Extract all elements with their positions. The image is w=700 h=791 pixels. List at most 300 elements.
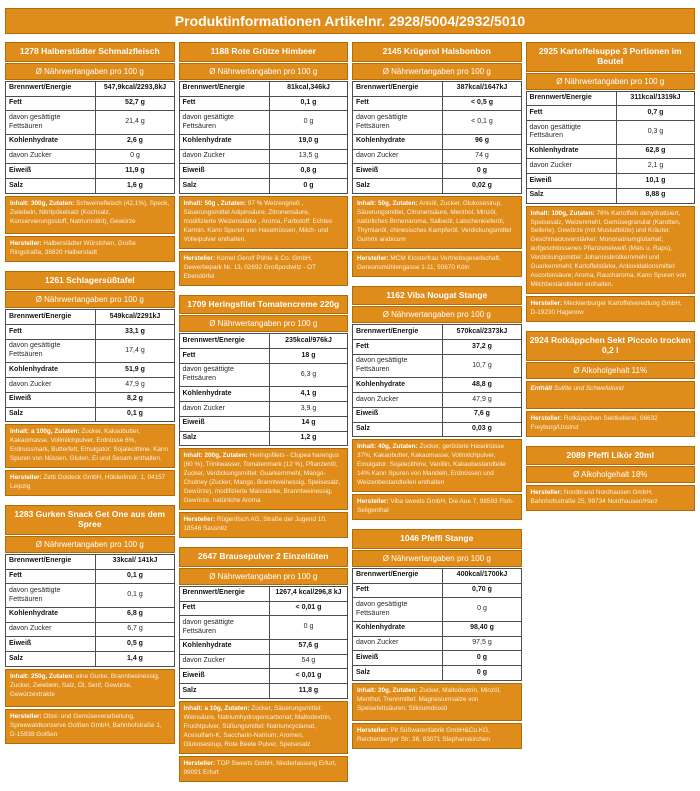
nutrition-row — [6, 310, 175, 325]
manufacturer-text: Hersteller: Rügenfisch AG, Straße der Jugend 10, 18546 Sassnitz — [179, 512, 349, 538]
nutrient-name: davon Zucker — [6, 149, 96, 164]
nutrition-row — [353, 666, 522, 681]
nutrient-name: Kohlenhydrate — [6, 363, 96, 378]
nutrient-name: Salz — [179, 179, 269, 194]
product-title: 1162 Viba Nougat Stange — [352, 286, 522, 306]
ingredients-text: Inhalt: 100g, Zutaten: 78% Kartoffeln dehydratisiert, Speisesalz, Weizenmehl, Gemüsegranulat (Karotten, Sellerie), Gewürze (mit Muskatblüte) und Kräuter, Geschmacksverstärker: Mononatriumglutamat; aufgeschlossenes Pflanzeneiweiß (Mais u. Raps), Verdickungsmittel: Johannisbrotkernmehl und Guarkernmehl; Kartoffelstärke, Antioxidationsmittel: Ascorbinsäure; Aroma, Raucharoma. Kann Spuren von Milchbestandteilen enthalten. — [526, 206, 696, 295]
product-card — [526, 42, 696, 322]
nutrient-name: davon gesättigte Fettsäuren — [6, 584, 96, 608]
nutrition-row — [6, 81, 175, 96]
nutrition-row — [353, 96, 522, 111]
ingredients-text: Inhalt: 40g, Zutaten: Zucker, geröstete Haselnüsse 37%, Kakaobutter, Kakaomasse, Vollmilchpulver, Emulgator: Sojalecithine, Vanillin, Kakaobestandteile 14% Kann Spuren von Mandeln, Erdnüssen und Weizenbestandteilen enthalten — [352, 439, 522, 492]
nutrition-row — [353, 651, 522, 666]
nutrient-value: 33,1 g — [96, 325, 174, 340]
nutrition-row — [179, 684, 348, 699]
nutrient-name: Fett — [179, 349, 269, 364]
ingredients-text-label: Inhalt: 250g, Zutaten: — [10, 672, 75, 680]
nutrition-row — [6, 622, 175, 637]
nutrition-row — [179, 654, 348, 669]
manufacturer-text-label: Hersteller: — [183, 516, 216, 524]
nutrient-value: 1,4 g — [96, 652, 174, 667]
nutrient-value: 1,6 g — [96, 179, 174, 194]
nutrient-value: 0,5 g — [96, 637, 174, 652]
nutrition-row — [6, 392, 175, 407]
nutrient-value: 98,40 g — [443, 621, 521, 636]
nutrient-name: davon Zucker — [6, 378, 96, 393]
nutrient-name: davon Zucker — [179, 654, 269, 669]
product-title: 2925 Kartoffelsuppe 3 Portionen im Beutel — [526, 42, 696, 72]
nutrient-name: Brennwert/Energie — [353, 81, 443, 96]
nutrition-row — [179, 111, 348, 135]
nutrition-table — [352, 568, 522, 681]
nutrient-name: Kohlenhydrate — [6, 607, 96, 622]
nutrition-row — [179, 349, 348, 364]
nutrition-table — [5, 554, 175, 667]
nutrient-value: 11,9 g — [96, 164, 174, 179]
ingredients-text-label: Inhalt: 200g, Zutaten: — [183, 452, 248, 460]
nutrient-name: Kohlenhydrate — [179, 639, 269, 654]
nutrition-row — [6, 111, 175, 135]
nutrient-name: Eiweiß — [353, 164, 443, 179]
product-card — [179, 547, 349, 782]
nutrient-name: Brennwert/Energie — [6, 81, 96, 96]
manufacturer-text-label: Hersteller: — [357, 254, 389, 262]
nutrient-value: 0,03 g — [443, 422, 521, 437]
nutrient-name: davon Zucker — [179, 402, 269, 417]
product-card — [526, 331, 696, 436]
nutrition-row — [179, 639, 348, 654]
nutrient-name: davon gesättigte Fettsäuren — [179, 363, 269, 387]
nutrition-row — [179, 669, 348, 684]
manufacturer-text: Hersteller: Halberstädter Würstchen, Große Ringstraße, 38820 Halberstadt — [5, 236, 175, 262]
nutrient-name: Salz — [6, 407, 96, 422]
ingredients-text-label: Inhalt: 100g, Zutaten: — [530, 209, 595, 217]
ingredients-text-label: Inhalt: 50g , Zutaten: — [183, 199, 246, 207]
nutrient-value: 17,4 g — [96, 339, 174, 363]
nutrition-row — [6, 149, 175, 164]
nutrient-value: 400kcal/1700kJ — [443, 568, 521, 583]
alcohol-content: Ø Alkoholgehalt 18% — [526, 466, 696, 483]
nutrition-header: Ø Nährwertangaben pro 100 g — [5, 536, 175, 553]
manufacturer-text: Hersteller: Mecklenburger Kartoffelveredlung GmbH, D-19230 Hagenow — [526, 296, 696, 322]
nutrient-name: Brennwert/Energie — [353, 568, 443, 583]
nutrient-name: davon gesättigte Fettsäuren — [353, 598, 443, 622]
nutrient-name: davon gesättigte Fettsäuren — [353, 354, 443, 378]
nutrition-row — [353, 583, 522, 598]
product-card — [352, 286, 522, 521]
nutrition-row — [179, 416, 348, 431]
manufacturer-text: Hersteller: Viba sweets GmbH, Die Aue 7, 98593 Floh-Seligenthal — [352, 494, 522, 520]
nutrient-name: Salz — [6, 179, 96, 194]
nutrient-value: 0,8 g — [269, 164, 347, 179]
nutrient-name: Fett — [6, 569, 96, 584]
ingredients-text-label: Inhalt: 40g, Zutaten: — [357, 443, 418, 451]
nutrient-name: Salz — [353, 422, 443, 437]
nutrition-header: Ø Nährwertangaben pro 100 g — [5, 63, 175, 80]
manufacturer-text-label: Hersteller: — [183, 254, 216, 262]
product-column — [5, 42, 175, 753]
nutrient-value: 19,0 g — [269, 134, 347, 149]
ingredients-text: Inhalt: a 10g, Zutaten: Zucker, Säuerungsmittel: Weinsäure, Natriumhydrogencarbonat; Maltodextrin, Fruchtpulver, Süßungsmittel: Natriumcyclamat, Acesulfam-K, Saccharin-Natrium; Aromen, Glukosesirup, Rote Beete Pulver, Speisesalz — [179, 701, 349, 754]
nutrient-value: 0 g — [269, 179, 347, 194]
nutrient-value: 0 g — [443, 598, 521, 622]
nutrient-value: 6,8 g — [96, 607, 174, 622]
nutrition-row — [526, 144, 695, 159]
ingredients-text-label: Inhalt: a 100g, Zutaten: — [10, 428, 80, 436]
nutrient-value: 97,5 g — [443, 636, 521, 651]
nutrition-table — [352, 81, 522, 194]
nutrition-row — [526, 106, 695, 121]
nutrient-value: < 0,01 g — [269, 669, 347, 684]
nutrition-row — [353, 621, 522, 636]
product-title: 1261 Schlagersüßtafel — [5, 271, 175, 291]
nutrition-row — [179, 149, 348, 164]
allergen-note-label: Enthält — [530, 384, 553, 392]
nutrient-value: 0 g — [269, 111, 347, 135]
nutrition-row — [6, 569, 175, 584]
nutrition-table — [179, 81, 349, 194]
nutrient-value: 0,7 g — [616, 106, 694, 121]
nutrition-row — [353, 164, 522, 179]
nutrient-name: Fett — [353, 96, 443, 111]
manufacturer-text-label: Hersteller: — [10, 474, 42, 482]
nutrient-value: 47,9 g — [443, 393, 521, 408]
product-title: 1709 Heringsfilet Tomatencreme 220g — [179, 295, 349, 315]
product-column — [526, 42, 696, 520]
nutrient-value: < 0,01 g — [269, 601, 347, 616]
nutrition-row — [353, 598, 522, 622]
nutrient-name: Salz — [179, 684, 269, 699]
nutrition-table — [526, 91, 696, 204]
product-title: 1278 Halberstädter Schmalzfleisch — [5, 42, 175, 62]
ingredients-text: Inhalt: a 100g, Zutaten: Zucker, Kakaobutter, Kakaomasse, Vollmilchpulver, Erdnüsse 6%, Erdnussmark, Butterfett, Emulgator: Sojalecithine. Kann Spuren von Nüssen, Gluten, Ei und Sesam enthalten. — [5, 424, 175, 468]
nutrition-row — [6, 407, 175, 422]
ingredients-text-label: Inhalt: a 10g, Zutaten: — [183, 704, 250, 712]
nutrient-value: 57,6 g — [269, 639, 347, 654]
nutrient-value: 0 g — [443, 666, 521, 681]
nutrition-row — [179, 164, 348, 179]
product-title: 2924 Rotkäppchen Sekt Piccolo trocken 0,2 l — [526, 331, 696, 361]
allergen-note: Enthält Sulfite und Schwefeloxid — [526, 381, 696, 409]
nutrition-row — [526, 91, 695, 106]
nutrition-header: Ø Nährwertangaben pro 100 g — [352, 63, 522, 80]
nutrient-name: Kohlenhydrate — [179, 387, 269, 402]
nutrient-name: Salz — [526, 188, 616, 203]
nutrient-value: 51,9 g — [96, 363, 174, 378]
ingredients-text: Inhalt: 250g, Zutaten: eine Gurke, Branntweinessig, Zucker, Zwiebeln, Salz, Öl, Senf, Gewürze, Gewürzextrakte — [5, 669, 175, 707]
nutrient-name: Fett — [179, 96, 269, 111]
nutrient-value: 0,1 g — [269, 96, 347, 111]
nutrient-name: Eiweiß — [526, 174, 616, 189]
nutrition-row — [353, 407, 522, 422]
manufacturer-text: Hersteller: Zetti Goldeck GmbH, Hölderlinstr. 1, 04157 Leipzig — [5, 470, 175, 496]
nutrition-row — [353, 378, 522, 393]
nutrition-header: Ø Nährwertangaben pro 100 g — [179, 63, 349, 80]
nutrition-row — [353, 179, 522, 194]
nutrient-value: 387kcal/1647kJ — [443, 81, 521, 96]
manufacturer-text-label: Hersteller: — [530, 414, 563, 422]
nutrient-value: 6,7 g — [96, 622, 174, 637]
nutrient-name: Eiweiß — [179, 416, 269, 431]
nutrition-row — [6, 179, 175, 194]
nutrition-row — [6, 378, 175, 393]
nutrition-row — [353, 354, 522, 378]
nutrient-name: Fett — [353, 340, 443, 355]
nutrient-name: davon gesättigte Fettsäuren — [6, 339, 96, 363]
nutrition-row — [6, 325, 175, 340]
nutrient-value: 0,1 g — [96, 569, 174, 584]
nutrient-name: Eiweiß — [179, 164, 269, 179]
nutrient-name: davon Zucker — [6, 622, 96, 637]
product-title: 1188 Rote Grütze Himbeer — [179, 42, 349, 62]
nutrient-name: davon gesättigte Fettsäuren — [6, 111, 96, 135]
nutrient-value: 18 g — [269, 349, 347, 364]
nutrient-value: 311kcal/1319kJ — [616, 91, 694, 106]
ingredients-text: Inhalt: 300g, Zutaten: Schweinefleisch (42,1%), Speck, Zwiebeln, Nitritpökelsalz (Kochsalz, Konservierungsstoff, Natriumnitrit), Gewürze — [5, 196, 175, 234]
nutrient-value: 6,3 g — [269, 363, 347, 387]
nutrient-name: Eiweiß — [179, 669, 269, 684]
nutrient-name: Brennwert/Energie — [6, 310, 96, 325]
nutrition-table — [179, 586, 349, 699]
manufacturer-text-label: Hersteller: — [530, 489, 563, 497]
nutrition-row — [179, 134, 348, 149]
nutrient-value: 0,3 g — [616, 121, 694, 145]
nutrient-value: 570kcal/2373kJ — [443, 325, 521, 340]
nutrient-value: 52,7 g — [96, 96, 174, 111]
nutrient-value: 37,2 g — [443, 340, 521, 355]
nutrition-row — [6, 363, 175, 378]
ingredients-text: Inhalt: 50g, Zutaten: Anisöl, Zucker, Glukosesirup, Säuerungsmittel, Citronensäure, Menthol, Minzöl, natürliches Birnenaroma, Salbeiöl, Latschenkieferöl, Thymianöl, chinesisches Kampferöl, Verdickungsmittel Gummi arabicum — [352, 196, 522, 249]
product-card — [526, 446, 696, 512]
nutrient-name: Fett — [353, 583, 443, 598]
product-card — [179, 42, 349, 286]
product-card — [352, 529, 522, 749]
nutrition-row — [6, 554, 175, 569]
nutrient-name: Eiweiß — [6, 392, 96, 407]
nutrient-value: < 0,5 g — [443, 96, 521, 111]
nutrition-row — [179, 616, 348, 640]
nutrient-name: Eiweiß — [6, 164, 96, 179]
nutrient-name: davon Zucker — [353, 393, 443, 408]
manufacturer-text-label: Hersteller: — [530, 300, 563, 308]
nutrient-name: Kohlenhydrate — [6, 134, 96, 149]
nutrient-value: 1267,4 kcal/296,8 kJ — [269, 586, 347, 601]
nutrition-row — [526, 121, 695, 145]
nutrient-name: Brennwert/Energie — [6, 554, 96, 569]
manufacturer-text: Hersteller: Komet Gerolf Pöhle & Co. GmbH, Gewerbepark Nr. 13, 02692 Großpostwitz - OT Ebendörfel — [179, 251, 349, 286]
nutrient-value: 0 g — [269, 616, 347, 640]
manufacturer-text: Hersteller: Rotkäppchen Sektkellerei, 06632 Freyburg/Unstrut — [526, 411, 696, 437]
nutrient-name: Eiweiß — [6, 637, 96, 652]
nutrient-name: davon gesättigte Fettsäuren — [353, 111, 443, 135]
manufacturer-text-label: Hersteller: — [10, 712, 42, 720]
nutrient-value: 7,6 g — [443, 407, 521, 422]
nutrient-name: Kohlenhydrate — [526, 144, 616, 159]
nutrient-name: Brennwert/Energie — [179, 586, 269, 601]
nutrition-row — [6, 164, 175, 179]
product-title: 2145 Krügerol Halsbonbon — [352, 42, 522, 62]
nutrient-name: davon Zucker — [353, 636, 443, 651]
nutrition-row — [353, 393, 522, 408]
nutrient-value: 14 g — [269, 416, 347, 431]
nutrition-row — [6, 134, 175, 149]
nutrient-name: Salz — [6, 652, 96, 667]
nutrient-name: Kohlenhydrate — [353, 378, 443, 393]
manufacturer-text: Hersteller: Obst- und Gemüseverarbeitung, Spreewaldkonserve Golßen GmbH, Bahnhofstraße 1, D-15938 Golßen — [5, 709, 175, 744]
nutrient-value: 0,70 g — [443, 583, 521, 598]
nutrition-row — [526, 159, 695, 174]
nutrient-name: Fett — [6, 325, 96, 340]
nutrient-value: 13,5 g — [269, 149, 347, 164]
nutrition-row — [353, 340, 522, 355]
nutrient-value: 235kcal/976kJ — [269, 334, 347, 349]
ingredients-text-label: Inhalt: 300g, Zutaten: — [10, 199, 75, 207]
nutrient-name: Fett — [526, 106, 616, 121]
nutrition-row — [179, 387, 348, 402]
manufacturer-text: Hersteller: MCM Klosterfrau Vertriebsgesellschaft, Gereonsmühlengasse 1-11, 50670 Köln — [352, 251, 522, 277]
product-title: 1283 Gurken Snack Get One aus dem Spree — [5, 505, 175, 535]
nutrition-row — [179, 334, 348, 349]
nutrient-value: 11,8 g — [269, 684, 347, 699]
nutrition-row — [6, 652, 175, 667]
nutrition-row — [353, 568, 522, 583]
nutrient-value: 62,8 g — [616, 144, 694, 159]
nutrient-value: 8,2 g — [96, 392, 174, 407]
nutrient-value: 0 g — [96, 149, 174, 164]
ingredients-text: Inhalt: 200g, Zutaten: Heringsfilets - Clupea harengus (60 %), Trinkwasser, Tomatenmark (12 %), Pflanzenöl, Zucker, Verdickungsmittel: Guarkernmehl; Mango-Chutney (Zucker, Mango, Branntweinessig, Speisesalz, Gewürze), modifizierte Maisstärke, Branntweinessig, Gewürze, natürliche Aroma — [179, 448, 349, 510]
nutrition-row — [353, 81, 522, 96]
nutrition-table — [352, 324, 522, 437]
nutrient-name: davon Zucker — [179, 149, 269, 164]
product-card — [5, 505, 175, 743]
nutrition-row — [353, 422, 522, 437]
product-card — [352, 42, 522, 277]
nutrition-header: Ø Nährwertangaben pro 100 g — [179, 315, 349, 332]
nutrient-value: 547,9kcal/2293,8kJ — [96, 81, 174, 96]
ingredients-text-label: Inhalt: 50g, Zutaten: — [357, 199, 418, 207]
product-card — [5, 42, 175, 262]
nutrient-value: 48,8 g — [443, 378, 521, 393]
nutrient-name: davon gesättigte Fettsäuren — [526, 121, 616, 145]
nutrient-value: 0,02 g — [443, 179, 521, 194]
nutrition-row — [179, 402, 348, 417]
nutrient-name: Kohlenhydrate — [353, 134, 443, 149]
product-card — [179, 295, 349, 539]
nutrient-name: Eiweiß — [353, 651, 443, 666]
nutrient-value: 2,1 g — [616, 159, 694, 174]
nutrition-row — [6, 96, 175, 111]
nutrition-header: Ø Nährwertangaben pro 100 g — [526, 73, 696, 90]
nutrient-name: davon gesättigte Fettsäuren — [179, 111, 269, 135]
ingredients-text: Inhalt: 50g , Zutaten: 97 % Weizengrieß , Säuerungsmittel Adipinsäure, Zitronensäure, modifizierte Weizenstärke , Aroma, Farbstoff: Echtes Karmin. Kann Spuren von Haselnüssen, Milch- und Volleipulver enthalten. — [179, 196, 349, 249]
nutrient-value: 1,2 g — [269, 431, 347, 446]
nutrient-value: 10,7 g — [443, 354, 521, 378]
nutrient-value: 33kcal/ 141kJ — [96, 554, 174, 569]
nutrient-value: 0,1 g — [96, 407, 174, 422]
nutrient-name: Brennwert/Energie — [526, 91, 616, 106]
manufacturer-text: Hersteller: Pit Süßwarenfabrik GmbH&Co.KG, Reichenberger Str. 36, 83071 Stephanskirchen — [352, 723, 522, 749]
alcohol-content: Ø Alkoholgehalt 11% — [526, 362, 696, 379]
manufacturer-text: Hersteller: TOP Sweets GmbH, Niederlassung Erfurt, 99091 Erfurt — [179, 756, 349, 782]
nutrient-name: davon Zucker — [526, 159, 616, 174]
nutrient-name: davon gesättigte Fettsäuren — [179, 616, 269, 640]
nutrient-name: Kohlenhydrate — [353, 621, 443, 636]
manufacturer-text-label: Hersteller: — [183, 759, 216, 767]
product-title: 2089 Pfeffi Likör 20ml — [526, 446, 696, 466]
product-column — [352, 42, 522, 758]
manufacturer-text-label: Hersteller: — [10, 239, 42, 247]
nutrient-value: < 0,1 g — [443, 111, 521, 135]
product-card — [5, 271, 175, 497]
nutrient-value: 3,9 g — [269, 402, 347, 417]
product-column — [179, 42, 349, 791]
nutrient-name: Salz — [179, 431, 269, 446]
nutrition-row — [179, 179, 348, 194]
nutrient-value: 21,4 g — [96, 111, 174, 135]
nutrient-value: 8,88 g — [616, 188, 694, 203]
nutrient-name: Brennwert/Energie — [179, 81, 269, 96]
product-title: 1046 Pfeffi Stange — [352, 529, 522, 549]
nutrient-value: 10,1 g — [616, 174, 694, 189]
nutrition-row — [353, 325, 522, 340]
nutrition-row — [353, 149, 522, 164]
nutrition-header: Ø Nährwertangaben pro 100 g — [352, 550, 522, 567]
manufacturer-text-label: Hersteller: — [357, 726, 389, 734]
nutrient-value: 2,6 g — [96, 134, 174, 149]
nutrient-name: Brennwert/Energie — [179, 334, 269, 349]
nutrition-row — [353, 636, 522, 651]
nutrition-table — [179, 333, 349, 446]
nutrient-value: 549kcal/2291kJ — [96, 310, 174, 325]
nutrient-name: Fett — [6, 96, 96, 111]
nutrition-row — [6, 339, 175, 363]
nutrition-row — [526, 174, 695, 189]
product-grid — [5, 42, 695, 791]
nutrition-table — [5, 81, 175, 194]
manufacturer-text-label: Hersteller: — [357, 498, 389, 506]
nutrient-name: Eiweiß — [353, 407, 443, 422]
nutrition-row — [6, 607, 175, 622]
nutrition-row — [353, 111, 522, 135]
nutrient-name: Brennwert/Energie — [353, 325, 443, 340]
nutrition-row — [179, 96, 348, 111]
nutrition-row — [179, 601, 348, 616]
ingredients-text: Inhalt: 20g, Zutaten: Zucker, Maltodextrin, Minzöl, Menthol, Trennmittel: Magnesiumsalze von Speisefettsäuren; Siliciumdioxid — [352, 683, 522, 721]
nutrient-name: Fett — [179, 601, 269, 616]
nutrient-name: Salz — [353, 179, 443, 194]
nutrition-row — [179, 586, 348, 601]
nutrient-value: 96 g — [443, 134, 521, 149]
nutrition-header: Ø Nährwertangaben pro 100 g — [5, 291, 175, 308]
nutrient-value: 81kcal,346kJ — [269, 81, 347, 96]
nutrient-name: davon Zucker — [353, 149, 443, 164]
nutrition-row — [179, 431, 348, 446]
nutrient-name: Salz — [353, 666, 443, 681]
ingredients-text-label: Inhalt: 20g, Zutaten: — [357, 686, 418, 694]
nutrient-value: 0,1 g — [96, 584, 174, 608]
nutrient-value: 54 g — [269, 654, 347, 669]
product-title: 2647 Brausepulver 2 Einzeltüten — [179, 547, 349, 567]
nutrition-row — [179, 363, 348, 387]
nutrition-row — [179, 81, 348, 96]
nutrient-value: 4,1 g — [269, 387, 347, 402]
page-title: Produktinformationen Artikelnr. 2928/5004/2932/5010 — [5, 8, 695, 34]
manufacturer-text: Hersteller: Nordbrand Nordhausen GmbH, Bahnhofsstraße 25, 99734 Nordhausen/Harz — [526, 485, 696, 511]
nutrition-row — [526, 188, 695, 203]
nutrition-row — [353, 134, 522, 149]
nutrition-header: Ø Nährwertangaben pro 100 g — [352, 306, 522, 323]
nutrition-row — [6, 584, 175, 608]
